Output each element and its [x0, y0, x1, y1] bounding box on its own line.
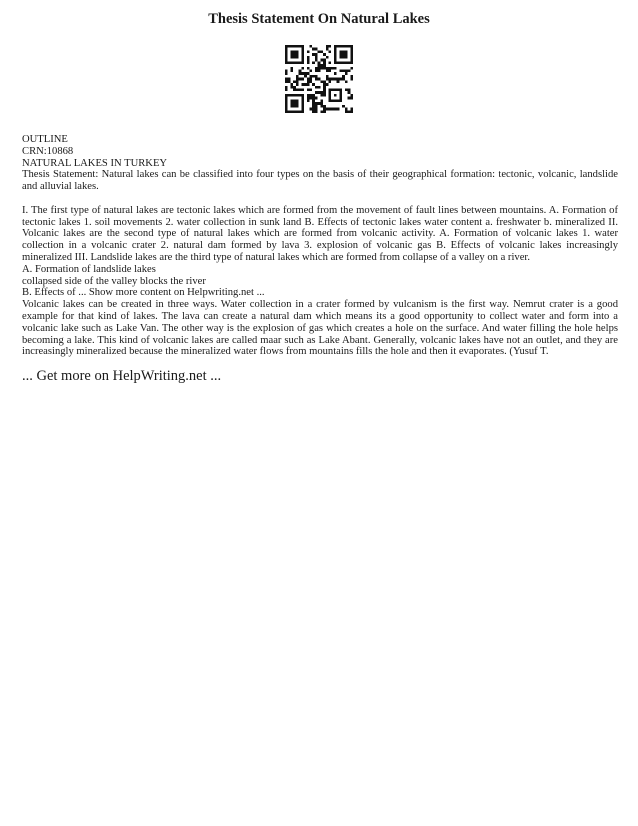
- document-body: [22, 134, 618, 385]
- landslide-formation: A. Formation of landslide lakes: [22, 263, 156, 275]
- thesis-statement: Thesis Statement: Natural lakes can be classified into four types on the basis of their geographical formation: tectonic, volcanic, landslide and alluvial lakes.: [22, 169, 618, 193]
- document-title: Thesis Statement On Natural Lakes: [208, 11, 430, 27]
- subject-heading: NATURAL LAKES IN TURKEY: [22, 157, 168, 169]
- paragraph-gap: [22, 193, 618, 205]
- volcanic-paragraph: Volcanic lakes can be created in three ways. Water collection in a crater formed by vulcanism is the first way. Nemrut crater is a good example for that kind of lakes. The lava can create a natural dam which means its a good opportunity to collect water and form into a volcanic lake such as Lake Van. The other way is the explosion of gas which creates a hole on the surface. And water filling the hole helps becoming a lake. This kind of volcanic lakes are called maar such as Lake Abant. Generally, volcanic lakes have not an outlet, and they are increasingly mineralized because the mineralized water flows from mountains fills the hole and then it evaporates. (Yusuf T.: [22, 299, 618, 358]
- show-more-text: B. Effects of ... Show more content on Helpwriting.net ...: [22, 287, 265, 299]
- landslide-detail: collapsed side of the valley blocks the river: [22, 275, 206, 287]
- outline-body: I. The first type of natural lakes are tectonic lakes which are formed from the movement of fault lines between mountains. A. Formation of tectonic lakes 1. soil movements 2. water collection in sunk land B. Effects of tectonic lakes water content a. freshwater b. mineralized II. Volcanic lakes are the second type of natural lakes which are formed from volcanic activity. A. Formation of volcanic lakes 1. water collection in a volcanic crater 2. natural dam formed by lava 3. explosion of volcanic gas B. Effects of volcanic lakes increasingly mineralized III. Landslide lakes are the third type of natural lakes which are formed from collapse of a valley on a river.: [22, 204, 618, 263]
- qr-code-icon: [285, 45, 353, 113]
- outline-heading: OUTLINE: [22, 134, 68, 145]
- get-more-link[interactable]: ... Get more on HelpWriting.net ...: [22, 368, 222, 385]
- crn-number: CRN:10868: [22, 145, 74, 157]
